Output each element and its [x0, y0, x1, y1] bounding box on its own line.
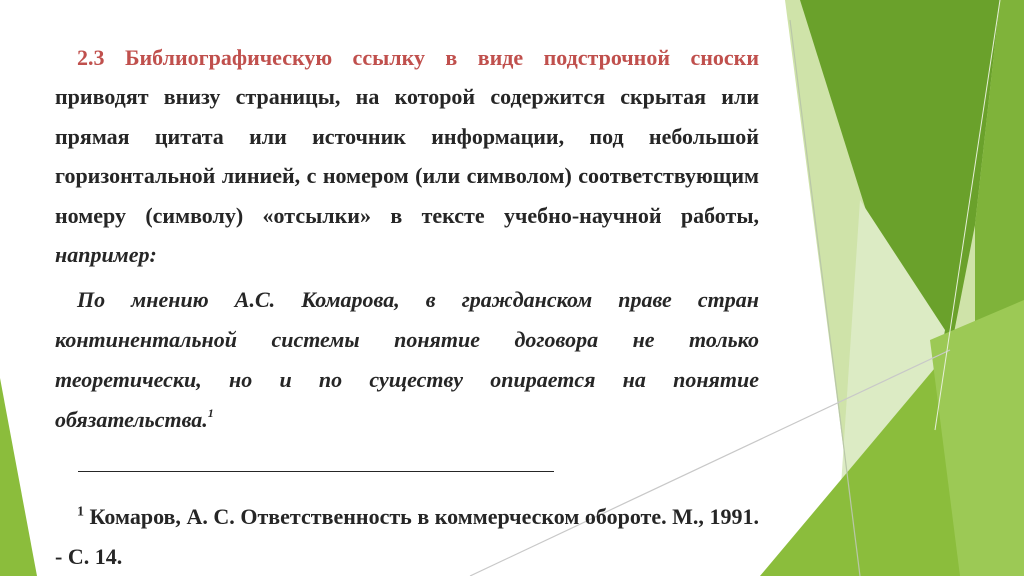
paragraph-body: приводят внизу страницы, на которой содержится скрытая или прямая цитата или источник информации, под небольшой горизонтальной линией, с номером (или символом) соответствующим номеру (символу) «отсылки» в тексте учебно-научной работы, — [55, 84, 759, 228]
example-quote — [55, 280, 759, 440]
left-green-wedge — [0, 378, 37, 576]
footnote-separator — [78, 471, 554, 472]
quote-text: По мнению А.С. Комарова, в гражданском праве стран континентальной системы понятие договора не только теоретически, но и по существу опирается на понятие обязательства. — [55, 287, 759, 433]
quote-ref-mark: 1 — [207, 406, 214, 421]
example-label: например: — [55, 242, 157, 268]
paragraph-number: 2.3 — [77, 45, 105, 70]
slide-content — [55, 38, 759, 577]
highlight-term: Библиографическую ссылку в виде подстрочной сноски — [124, 45, 760, 70]
main-paragraph — [55, 38, 759, 274]
footnote-text: Комаров, А. С. Ответственность в коммерческом обороте. М., 1991. - С. 14. — [55, 504, 759, 570]
footnote-mark: 1 — [77, 505, 84, 521]
footnote — [55, 497, 759, 577]
